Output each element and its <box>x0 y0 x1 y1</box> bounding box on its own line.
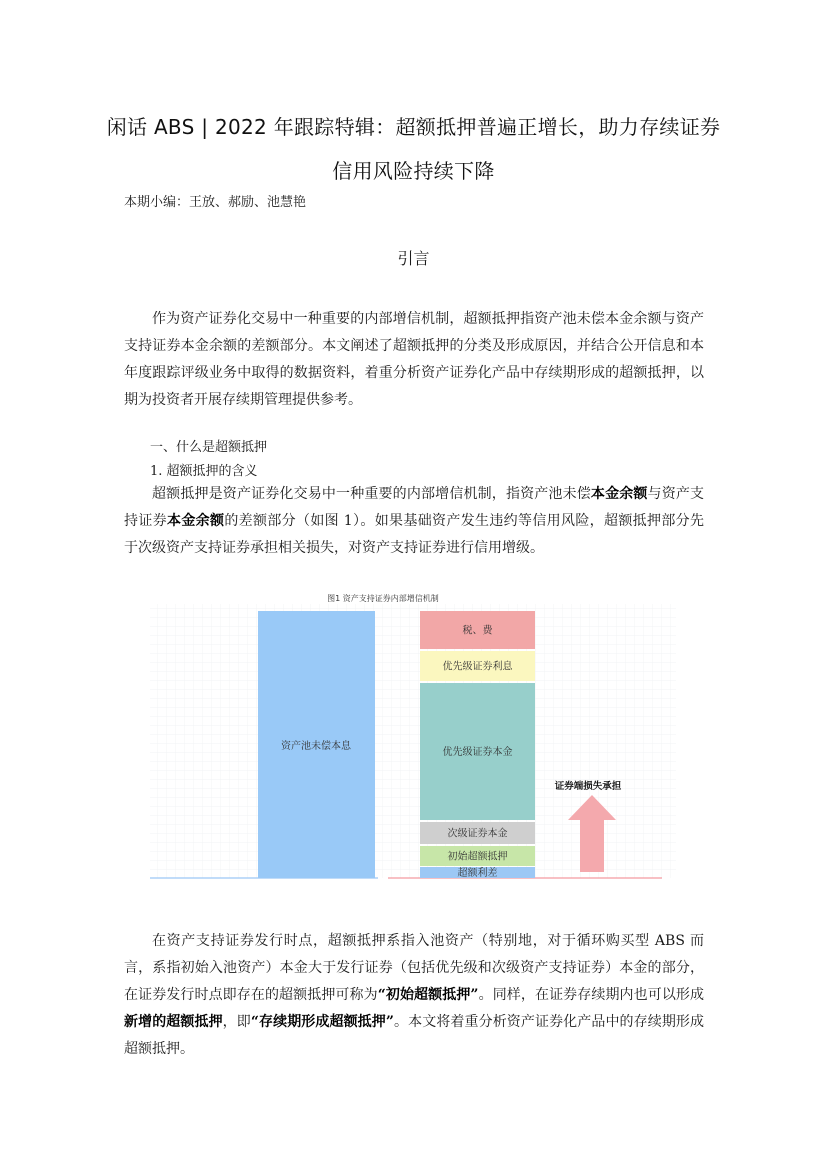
text-run: 与资产支持证券 <box>124 486 705 529</box>
arrow-label: 证券端损失承担 <box>554 781 622 792</box>
senior-principal-segment-label: 优先级证券本金 <box>442 747 513 758</box>
senior-interest-segment-label: 优先级证券利息 <box>442 661 513 673</box>
figure-1-diagram <box>148 590 678 882</box>
text-run: 超额抵押是资产证券化交易中一种重要的内部增信机制，指资产池未偿 <box>152 486 591 502</box>
bold-term: “初始超额抵押” <box>377 987 479 1003</box>
text-run: 。本文将着重分析资产证券化产品中的存续期形成超额抵押。 <box>124 1014 705 1057</box>
text-run: 的差额部分（如图 1）。如果基础资产发生违约等信用风险，超额抵押部分先于次级资产支持证券承担相关损失，对资产支持证券进行信用增级。 <box>124 513 705 556</box>
tax-fee-segment-label: 税、费 <box>462 625 493 637</box>
doc-title-line2: 信用风险持续下降 <box>332 159 495 183</box>
closing-paragraph <box>124 928 704 1063</box>
section-heading: 一、什么是超额抵押 <box>150 440 268 455</box>
text-run: 在资产支持证券发行时点，超额抵押系指入池资产（特别地，对于循环购买型 ABS 而言，系指初始入池资产）本金大于发行证券（包括优先级和次级资产支持证券）本金的部分，在证券发行时点即存在的超额抵押可称为 <box>124 933 704 1003</box>
text-run: ，即 <box>222 1014 251 1030</box>
liability-stack <box>420 611 535 879</box>
intro-heading: 引言 <box>397 249 430 268</box>
subsection-heading: 1. 超额抵押的含义 <box>150 464 258 479</box>
intro-paragraph: 作为资产证券化交易中一种重要的内部增信机制，超额抵押指资产池未偿本金余额与资产支持证券本金余额的差额部分。本文阐述了超额抵押的分类及形成原因，并结合公开信息和本年度跟踪评级业务中取得的数据资料，着重分析资产证券化产品中存续期形成的超额抵押，以期为投资者开展存续期管理提供参考。 <box>124 311 704 408</box>
excess-spread-segment-label: 超额利差 <box>457 868 498 879</box>
bold-term: 新增的超额抵押 <box>124 1014 223 1030</box>
doc-title-line1: 闲话 ABS | 2022 年跟踪特辑：超额抵押普遍正增长，助力存续证券 <box>106 115 721 139</box>
subordinate-principal-segment-label: 次级证券本金 <box>447 828 508 840</box>
bold-term: “存续期形成超额抵押” <box>250 1014 394 1030</box>
asset-pool-label: 资产池未偿本息 <box>281 741 351 752</box>
bold-term: 本金余额 <box>167 513 225 529</box>
definition-paragraph <box>124 481 704 562</box>
bold-term: 本金余额 <box>590 486 648 502</box>
editors-line: 本期小编：王放、郝励、池慧艳 <box>124 195 307 210</box>
figure-caption: 图1 资产支持证券内部增信机制 <box>327 594 439 603</box>
initial-overcollateral-segment-label: 初始超额抵押 <box>447 851 508 863</box>
text-run: 。同样，在证券存续期内也可以形成 <box>478 987 705 1003</box>
